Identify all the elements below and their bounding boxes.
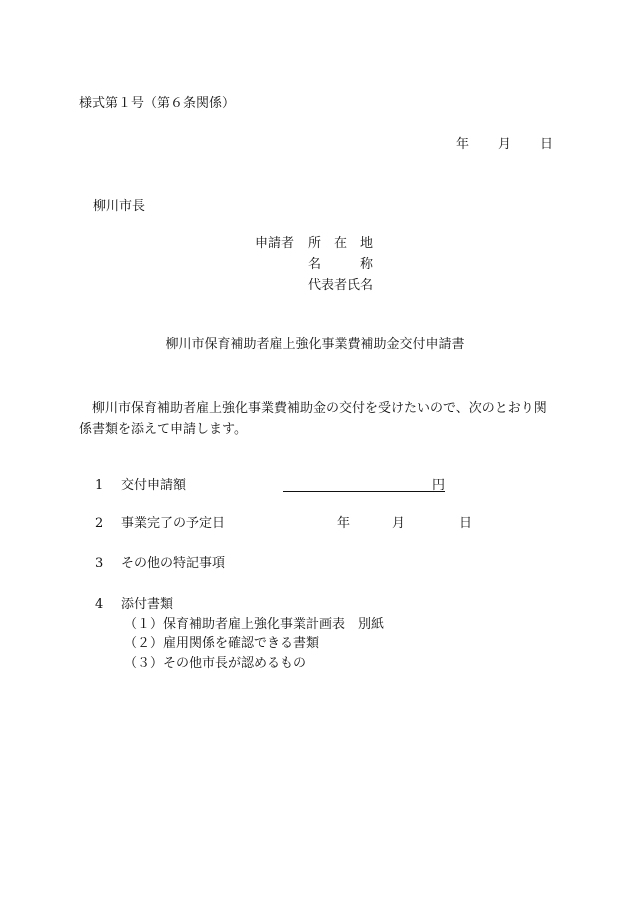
applicant-label: 申請者 <box>255 236 295 251</box>
attachment-item: （１）保育補助者雇上強化事業計画表 別紙 <box>124 617 385 632</box>
addressee: 柳川市長 <box>93 199 146 214</box>
date-month-label: 月 <box>498 137 512 152</box>
form-number-label: 様式第１号（第６条関係） <box>79 96 236 111</box>
representative-field-label: 代表者氏名 <box>308 278 374 293</box>
item-4-label: 添付書類 <box>121 597 174 612</box>
document-title: 柳川市保育補助者雇上強化事業費補助金交付申請書 <box>165 337 465 352</box>
attachment-item: （２）雇用関係を確認できる書類 <box>124 636 320 651</box>
date-day-label: 日 <box>540 137 554 152</box>
item-4-number: 4 <box>95 597 104 612</box>
completion-month-label: 月 <box>392 516 406 531</box>
item-2-label: 事業完了の予定日 <box>121 516 226 531</box>
item-3-number: 3 <box>95 556 104 571</box>
date-year-label: 年 <box>456 137 470 152</box>
attachment-item: （３）その他市長が認めるもの <box>124 656 307 671</box>
completion-year-label: 年 <box>337 516 351 531</box>
item-3-label: その他の特記事項 <box>121 556 226 571</box>
address-field-label: 所 在 地 <box>308 236 374 251</box>
name-field-label: 名 称 <box>308 257 374 272</box>
item-1-label: 交付申請額 <box>121 478 187 493</box>
completion-day-label: 日 <box>459 516 473 531</box>
amount-input-line[interactable] <box>283 491 445 492</box>
amount-unit: 円 <box>432 478 446 493</box>
item-1-number: 1 <box>95 478 104 493</box>
item-2-number: 2 <box>95 516 104 531</box>
application-statement: 柳川市保育補助者雇上強化事業費補助金の交付を受けたいので、次のとおり関係書類を添えて申請します。 <box>79 401 547 437</box>
